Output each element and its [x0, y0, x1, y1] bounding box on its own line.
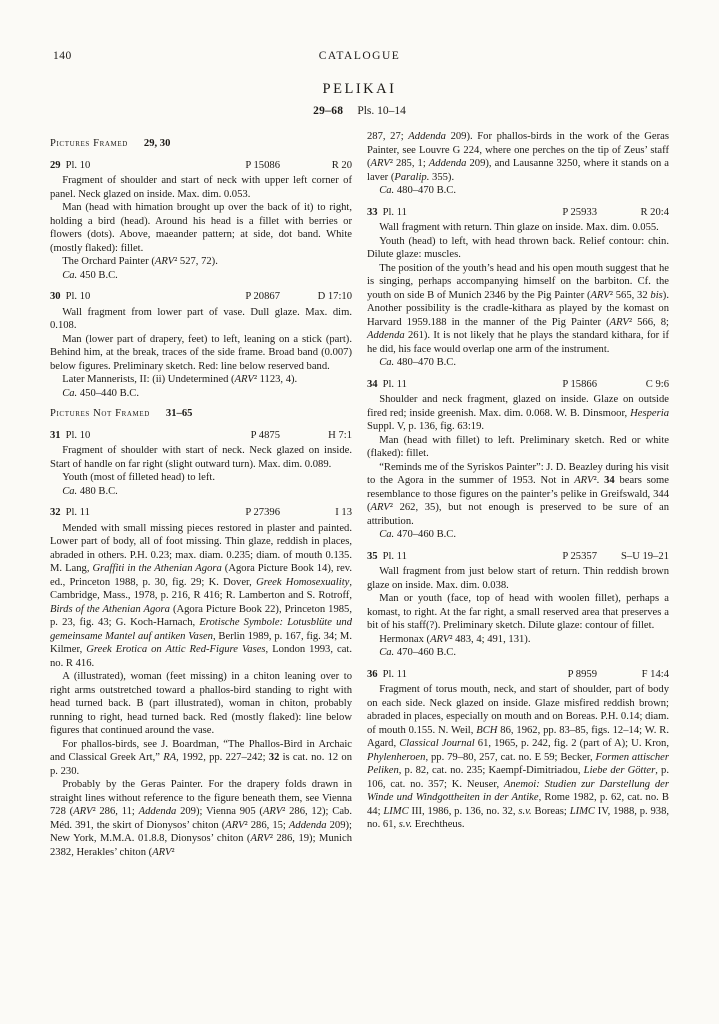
- paragraph: Ca. 470–460 B.C.: [379, 529, 457, 540]
- entry-inventory-number: P 15866: [562, 378, 597, 390]
- paragraph: Wall fragment with return. Thin glaze on inside. Max. dim. 0.055.: [379, 222, 659, 233]
- entry-number: 31: [50, 429, 61, 441]
- entry-inventory-number: P 15086: [245, 159, 280, 171]
- entry-plate: Pl. 11: [382, 550, 407, 562]
- paragraph: Wall fragment from lower part of vase. Dull glaze. Max. dim. 0.108.: [50, 306, 352, 331]
- paragraph: Man (lower part of drapery, feet) to left, leaning on a stick (part). Behind him, at the break, traces of the side frame. Broad band (0.007) below figures. Preliminary sketch. Red: line below reserved band.: [50, 333, 352, 372]
- entry-plate: Pl. 11: [382, 206, 407, 218]
- entry-heading: [367, 378, 669, 392]
- paragraph: Ca. 480 B.C.: [62, 485, 118, 497]
- paragraph: Probably by the Geras Painter. For the drapery folds drawn in straight lines without reference to the figure beneath them, see Vienna 728 (ARV² 286, 11; Addenda 209); Vienna 905 (ARV² 286, 12); Cab. Méd. 391, the skirt of Dionysos’ chiton (ARV² 286, 15; Addenda 209); New York, M.M.A. 01.8.8, Dionysos’ chiton (ARV² 286, 19); Munich 2382, Herakles’ chiton (ARV²: [50, 779, 352, 858]
- paragraph: Man (head with fillet) to left. Preliminary sketch. Red or white (flaked): fillet.: [367, 434, 669, 459]
- paragraph: Youth (most of filleted head) to left.: [62, 472, 215, 483]
- paragraph: Fragment of shoulder and start of neck with upper left corner of panel. Neck glazed on inside. Max. dim. 0.053.: [50, 175, 352, 200]
- entry-heading: [50, 290, 352, 304]
- paragraph: Mended with small missing pieces restored in plaster and painted. Lower part of body, all of foot missing. Thin glaze, reddish in places, abraded in others. P.H. 0.23; max. diam. 0.235; diam. of mouth 0.135. M. Lang, Graffiti in the Athenian Agora (Agora Picture Book 14), rev. ed., Princeton 1988, p. 30, fig. 29; K. Dover, Greek Homosexuality, Cambridge, Mass., 1978, p. 216, R 416; R. Lamberton and S. Rotroff, Birds of the Athenian Agora (Agora Picture Book 22), Princeton 1985, p. 23, fig. 43; G. Koch-Harnach, Erotische Symbole: Lotusblüte und gemeinsame Mantel auf antiken Vasen, Berlin 1989, p. 167, fig. 34; M. Kilmer, Greek Erotica on Attic Red-Figure Vases, London 1993, cat. no. R 416.: [50, 522, 353, 669]
- paragraph: Ca. 450 B.C.: [62, 269, 118, 281]
- entry-plate: Pl. 10: [65, 429, 91, 441]
- catalogue-range-line: [50, 105, 669, 117]
- paragraph: Wall fragment from just below start of return. Thin reddish brown glaze on inside. Max. dim. 0.038.: [367, 566, 669, 591]
- entry-plate: Pl. 11: [382, 668, 407, 680]
- entry-number: 35: [367, 550, 378, 562]
- group-heading-label: Pictures Framed: [50, 138, 128, 149]
- paragraph: Fragment of torus mouth, neck, and start of shoulder, part of body on each side. Neck glazed on inside. Glaze misfired reddish brown; abraded in places, especially on mouth and on Boreas. P.H. 0.14; diam. of mouth 0.155. N. Weil, BCH 86, 1962, pp. 83–85, figs. 12–14; W. R. Agard, Classical Journal 61, 1965, p. 242, fig. 2 (part of A); U. Kron, Phylenheroen, pp. 79–80, 257, cat. no. E 59; Becker, Formen attischer Peliken, p. 82, cat. no. 235; Kaempf-Dimitriadou, Liebe der Götter, p. 106, cat. no. 357; K. Neuser, Anemoi: Studien zur Darstellung der Winde und Windgottheiten in der Antike, Rome 1982, p. 62, cat. no. B 44; LIMC III, 1986, p. 136, no. 32, s.v. Boreas; LIMC IV, 1988, p. 938, no. 61, s.v. Erechtheus.: [367, 684, 670, 830]
- entry-inventory-number: P 25933: [562, 206, 597, 218]
- entry-number: 33: [367, 206, 378, 218]
- entry-grid-reference: S–U 19–21: [621, 550, 669, 562]
- paragraph: Shoulder and neck fragment, glazed on inside. Glaze on outside fired red; inside greenish. Max. dim. 0.068. W. B. Dinsmoor, Hesperia Suppl. V, p. 136, fig. 63:19.: [367, 394, 669, 432]
- paragraph: 287, 27; Addenda 209). For phallos-birds in the work of the Geras Painter, see Louvre G 224, where one perches on the tip of Zeus’ staff (ARV² 285, 1; Addenda 209), and Lausanne 3250, where it stands on a laver (Paralip. 355).: [367, 131, 670, 183]
- entry-number: 32: [50, 507, 61, 518]
- entry-grid-reference: R 20:4: [640, 206, 669, 218]
- entry-heading: [50, 429, 352, 443]
- group-heading-label: Pictures Not Framed: [50, 408, 150, 419]
- plate-range: Pls. 10–14: [357, 105, 406, 117]
- entry-number: 36: [367, 668, 378, 680]
- entry-number: 29: [50, 159, 61, 171]
- group-heading-numbers: 29, 30: [143, 138, 171, 149]
- entry-grid-reference: D 17:10: [317, 291, 352, 302]
- entry-grid-reference: F 14:4: [641, 668, 669, 680]
- entry-inventory-number: P 25357: [562, 550, 597, 562]
- entry-heading: [50, 506, 352, 520]
- entry-plate: Pl. 10: [65, 159, 91, 171]
- paragraph: Ca. 450–440 B.C.: [62, 387, 140, 399]
- entry-heading: [367, 206, 669, 220]
- paragraph: A (illustrated), woman (feet missing) in a chiton leaning over to right arms outstretched toward a phallos-bird standing to right with head turned back. B (part illustrated), woman in chiton, probably running to right, head turned back. Red (mostly flaked): line below figures that continued around the vase.: [50, 671, 352, 736]
- paragraph: The Orchard Painter (ARV² 527, 72).: [62, 256, 218, 267]
- running-title: CATALOGUE: [318, 50, 401, 62]
- left-column: [50, 130, 352, 859]
- entry-number: 30: [50, 291, 61, 302]
- running-header: [50, 50, 669, 66]
- entry-number: 34: [367, 378, 378, 390]
- paragraph: The position of the youth’s head and his open mouth suggest that he is singing, perhaps accompanying himself on the barbiton. Cf. the youth on side B of Munich 2346 by the Pig Painter (ARV² 565, 32 bis). Another possibility is the cradle-kithara as played by the komast on Harvard 1959.188 in the manner of the Pig Painter (ARV² 566, 8; Addenda 261). It is not likely that he plays the standard kithara, for if he did, his face would overlap one arm of the instrument.: [367, 262, 669, 355]
- entry-inventory-number: P 8959: [567, 668, 597, 680]
- entry-grid-reference: H 7:1: [328, 429, 352, 441]
- entry-inventory-number: P 4875: [250, 429, 280, 441]
- group-heading: [50, 137, 352, 151]
- paragraph: Ca. 480–470 B.C.: [379, 357, 457, 368]
- catalogue-range: 29–68: [313, 105, 344, 117]
- paragraph: Ca. 470–460 B.C.: [379, 647, 457, 658]
- right-column: [367, 130, 669, 859]
- entry-plate: Pl. 11: [65, 507, 90, 518]
- group-heading-numbers: 31–65: [165, 408, 193, 419]
- entry-inventory-number: P 27396: [245, 507, 280, 518]
- paragraph: “Reminds me of the Syriskos Painter”: J. D. Beazley during his visit to the Agora in the summer of 1953. Not in ARV². 34 bears some resemblance to those figures on the painter’s pelike in Greifswald, 344 (ARV² 262, 35), but not enough is preserved to be sure of an attribution.: [367, 461, 670, 527]
- paragraph: Man or youth (face, top of head with woolen fillet), perhaps a komast, to right. At the far right, a small reserved area that preserves a bit of his staff(?). Preliminary sketch. Dilute glaze: contour of fillet.: [367, 593, 669, 631]
- group-heading: [50, 407, 352, 421]
- entry-grid-reference: R 20: [331, 159, 352, 171]
- paragraph: Youth (head) to left, with head thrown back. Relief contour: chin. Dilute glaze: muscles.: [367, 235, 669, 260]
- entry-heading: [50, 159, 352, 173]
- paragraph: For phallos-birds, see J. Boardman, “The Phallos-Bird in Archaic and Classical Greek Art,” RA, 1992, pp. 227–242; 32 is cat. no. 12 on p. 230.: [50, 738, 352, 777]
- entry-heading: [367, 550, 669, 564]
- entry-grid-reference: I 13: [335, 507, 352, 518]
- entry-heading: [367, 668, 669, 682]
- entry-plate: Pl. 11: [382, 378, 407, 390]
- paragraph: Later Mannerists, II: (ii) Undetermined (ARV² 1123, 4).: [62, 374, 298, 385]
- paragraph: Fragment of shoulder with start of neck. Neck glazed on inside. Start of handle on far right (slight outward turn). Max. dim. 0.089.: [50, 445, 352, 470]
- section-title: PELIKAI: [322, 81, 397, 97]
- entry-inventory-number: P 20867: [245, 291, 280, 302]
- paragraph: Ca. 480–470 B.C.: [379, 185, 457, 196]
- paragraph: Hermonax (ARV² 483, 4; 491, 131).: [379, 633, 531, 645]
- paragraph: Man (head with himation brought up over the back of it) to right, holding a bird (head). Around his head is a fillet with berries or flowers (dots). Above, maeander pattern; at side, dot band. White (mostly flaked): fillet.: [50, 202, 352, 254]
- page-number: 140: [53, 50, 72, 62]
- entry-grid-reference: C 9:6: [645, 378, 669, 390]
- text-columns: [50, 130, 669, 859]
- entry-plate: Pl. 10: [65, 291, 91, 302]
